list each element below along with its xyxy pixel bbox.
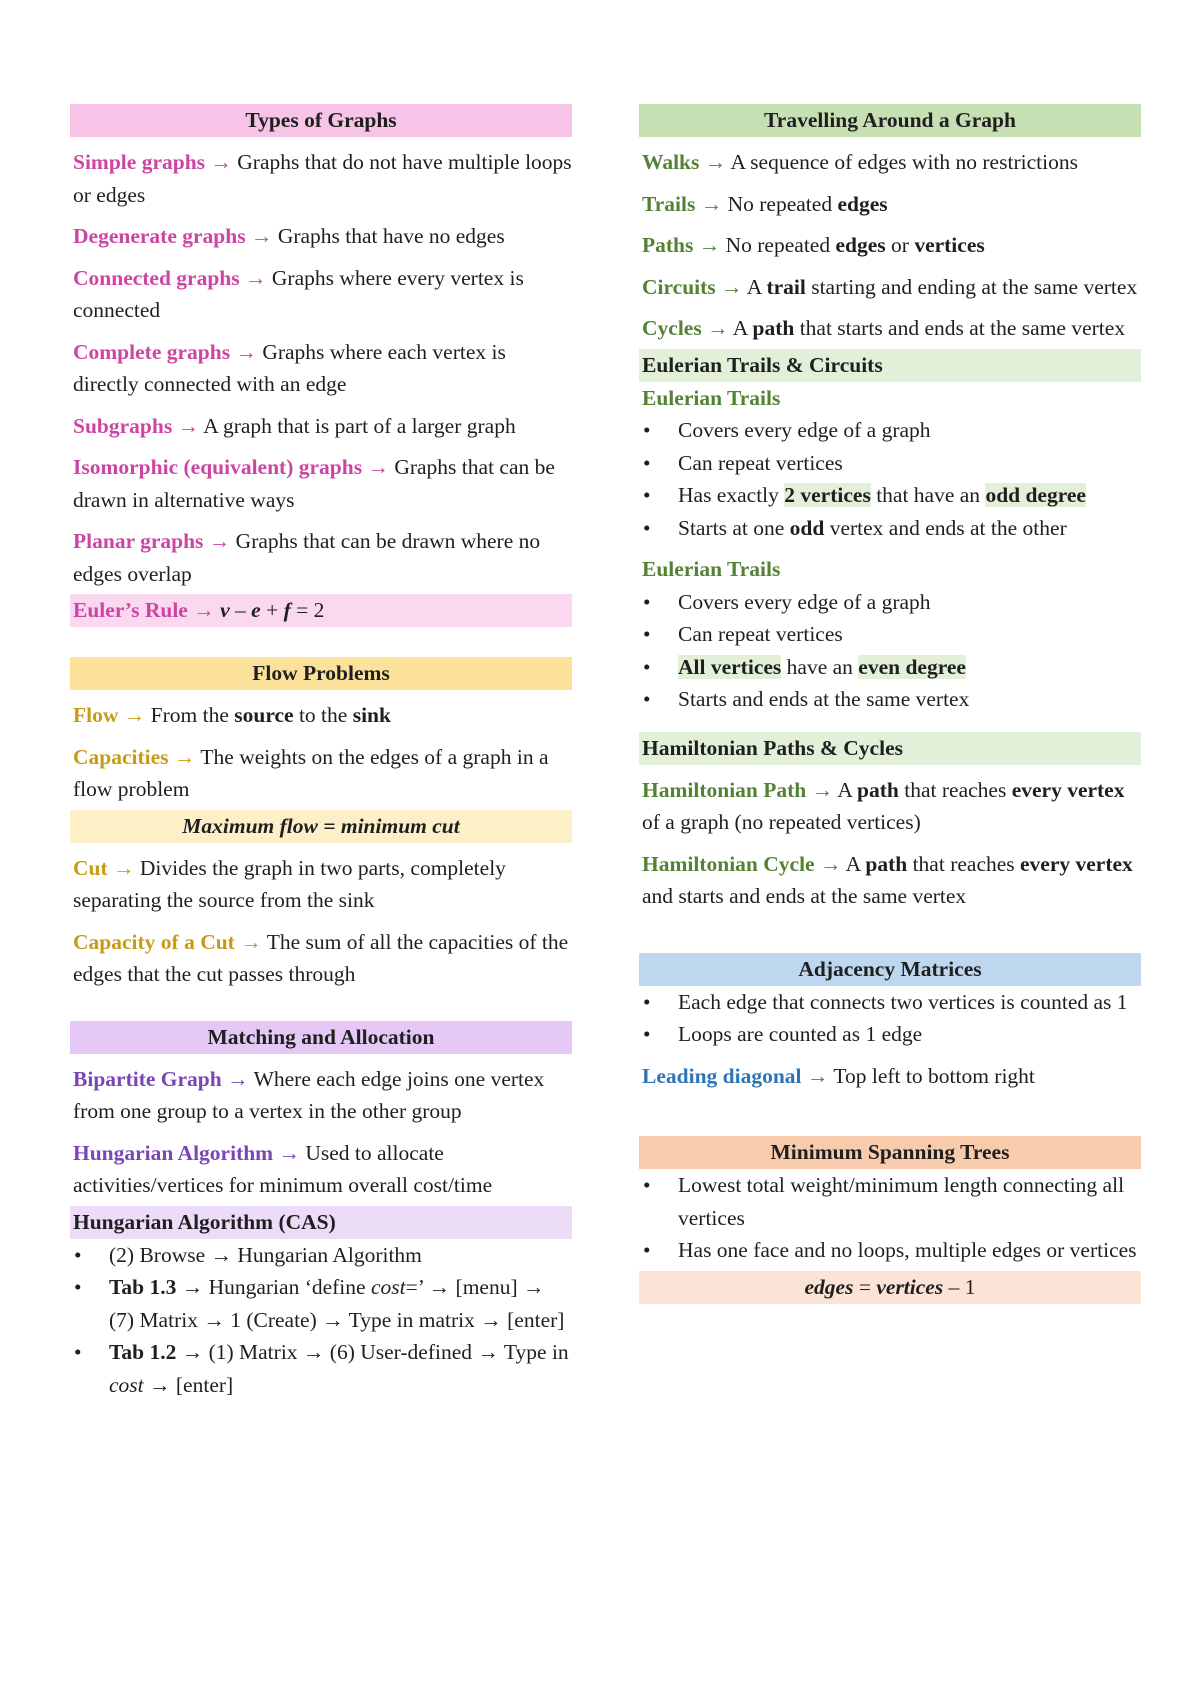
formula-equals: = — [853, 1274, 877, 1299]
right-column — [639, 104, 1141, 1304]
planar-graphs-def: Graphs that can be drawn where no edges overlap — [73, 529, 541, 586]
eulers-rule-term: Euler’s Rule → — [73, 598, 215, 622]
spacer — [639, 1092, 1141, 1136]
circuits-trail: trail — [766, 274, 806, 299]
list-item — [639, 1018, 1141, 1051]
planar-graphs-entry — [70, 525, 572, 590]
complete-graphs-entry — [70, 336, 572, 401]
ham-cyc-every: every vertex — [1020, 851, 1133, 876]
euler-v: v — [220, 598, 230, 622]
isomorphic-graphs-term: Isomorphic (equivalent) graphs → — [73, 455, 389, 479]
isomorphic-graphs-entry — [70, 451, 572, 516]
mst-list — [639, 1169, 1141, 1267]
ham-path-a: A — [833, 777, 858, 802]
cas-step-2-cost: cost — [370, 1275, 406, 1299]
cycles-text-b: that starts and ends at the same vertex — [794, 316, 1126, 340]
trails-term: Trails → — [642, 191, 723, 216]
formula-tail: – 1 — [943, 1274, 976, 1299]
eulerian-trails-list-2 — [639, 586, 1141, 716]
capacity-of-cut-entry — [70, 926, 572, 991]
cas-step-3-a: → (1) Matrix → (6) User-defined → Type in — [176, 1340, 569, 1364]
list-item — [639, 586, 1141, 619]
paths-entry — [639, 229, 1141, 262]
eulerian-1-bullet-4-b: vertex and ends at the other — [824, 515, 1067, 540]
euler-e: e — [251, 598, 261, 622]
degenerate-graphs-def: Graphs that have no edges — [272, 224, 505, 248]
list-item — [639, 651, 1141, 684]
eulerian-1-bullet-4-a: Starts at one — [678, 515, 790, 540]
eulers-rule-band — [70, 594, 572, 627]
spacer — [70, 991, 572, 1021]
walks-term: Walks → — [642, 150, 727, 174]
even-degree-highlight: even degree — [858, 654, 966, 679]
connected-graphs-def: Graphs where every vertex is connected — [73, 265, 524, 322]
ham-cyc-path: path — [865, 851, 908, 876]
bipartite-def: Where each edge joins one vertex from one group to a vertex in the other group — [73, 1066, 545, 1123]
cas-step-3-b: → [enter] — [143, 1372, 234, 1397]
paths-text: No repeated — [720, 233, 836, 257]
cas-step-1: (2) Browse → Hungarian Algorithm — [109, 1242, 422, 1267]
hamiltonian-cycle-term: Hamiltonian Cycle → — [642, 851, 842, 876]
types-of-graphs-header: Types of Graphs — [70, 104, 572, 137]
ham-cyc-a: A — [841, 851, 866, 876]
euler-minus: – — [229, 598, 252, 622]
eulerian-1-bullet-2: Can repeat vertices — [678, 450, 843, 475]
mst-formula-band — [639, 1271, 1141, 1304]
list-item — [639, 986, 1141, 1019]
flow-term: Flow → — [73, 703, 146, 727]
cut-def: Divides the graph in two parts, completely separating the source from the sink — [73, 855, 506, 912]
subgraphs-def: A graph that is part of a larger graph — [199, 413, 516, 438]
two-vertices-highlight: 2 vertices — [784, 483, 871, 507]
flow-sink: sink — [352, 703, 391, 727]
ham-cyc-b: that reaches — [907, 851, 1021, 876]
cas-step-2-tab: Tab 1.3 — [109, 1275, 177, 1299]
adjacency-bullet-1: Each edge that connects two vertices is counted as 1 — [678, 989, 1128, 1014]
eulerian-trails-list-1 — [639, 414, 1141, 544]
leading-diagonal-def: Top left to bottom right — [828, 1063, 1035, 1088]
paths-term: Paths → — [642, 233, 721, 257]
flow-entry — [70, 699, 572, 732]
trails-edges: edges — [837, 191, 888, 216]
list-item — [639, 479, 1141, 512]
eulerian-1-bullet-3-a: Has exactly — [678, 483, 785, 507]
mst-header: Minimum Spanning Trees — [639, 1136, 1141, 1169]
ham-path-path: path — [857, 777, 899, 802]
cycles-term: Cycles → — [642, 316, 729, 340]
cas-step-3-cost: cost — [109, 1372, 144, 1397]
eulerian-trails-title-1: Eulerian Trails — [642, 385, 781, 410]
planar-graphs-term: Planar graphs → — [73, 529, 231, 553]
walks-entry — [639, 146, 1141, 179]
trails-entry — [639, 188, 1141, 221]
hamiltonian-path-term: Hamiltonian Path → — [642, 777, 834, 802]
list-item — [639, 414, 1141, 447]
spacer — [639, 913, 1141, 953]
capacities-term: Capacities → — [73, 744, 196, 769]
circuits-entry — [639, 271, 1141, 304]
complete-graphs-term: Complete graphs → — [73, 339, 257, 364]
flow-text-a: From the — [145, 703, 235, 727]
ham-cyc-c: and starts and ends at the same vertex — [642, 884, 967, 908]
hungarian-cas-header: Hungarian Algorithm (CAS) — [70, 1206, 572, 1239]
hungarian-term: Hungarian Algorithm → — [73, 1140, 300, 1165]
circuits-text-a: A — [742, 274, 767, 299]
left-column — [70, 104, 572, 1401]
subgraphs-entry — [70, 410, 572, 443]
odd-degree-highlight: odd degree — [985, 483, 1086, 507]
subgraphs-term: Subgraphs → — [73, 413, 200, 438]
complete-graphs-def: Graphs where each vertex is directly connected with an edge — [73, 339, 506, 396]
bipartite-term: Bipartite Graph → — [73, 1066, 249, 1091]
eulerian-1-bullet-1: Covers every edge of a graph — [678, 418, 931, 442]
eulerian-2-bullet-4: Starts and ends at the same vertex — [678, 687, 970, 711]
adjacency-list — [639, 986, 1141, 1051]
hamiltonian-header: Hamiltonian Paths & Cycles — [639, 732, 1141, 765]
eulerian-2-bullet-2: Can repeat vertices — [678, 622, 843, 646]
walks-def: A sequence of edges with no restrictions — [726, 150, 1078, 174]
list-item — [70, 1336, 572, 1401]
circuits-text-b: starting and ending at the same vertex — [805, 274, 1138, 299]
capacity-of-cut-term: Capacity of a Cut → — [73, 929, 262, 954]
degenerate-graphs-term: Degenerate graphs → — [73, 224, 273, 248]
paths-edges: edges — [835, 233, 886, 257]
paths-or: or — [885, 233, 915, 257]
hungarian-def: Used to allocate activities/vertices for minimum overall cost/time — [73, 1140, 493, 1197]
circuits-term: Circuits → — [642, 274, 743, 299]
all-vertices-highlight: All vertices — [678, 654, 782, 679]
list-item — [639, 683, 1141, 716]
mst-bullet-1: Lowest total weight/minimum length connecting all vertices — [678, 1173, 1125, 1230]
degenerate-graphs-entry — [70, 220, 572, 253]
adjacency-bullet-2: Loops are counted as 1 edge — [678, 1022, 923, 1046]
capacity-of-cut-def: The sum of all the capacities of the edges that the cut passes through — [73, 929, 569, 986]
formula-vertices: vertices — [876, 1274, 944, 1299]
list-item — [639, 512, 1141, 545]
max-flow-min-cut-band: Maximum flow = minimum cut — [70, 810, 572, 843]
eulerian-trails-title-2: Eulerian Trails — [642, 557, 781, 581]
ham-path-c: of a graph (no repeated vertices) — [642, 810, 921, 834]
cut-entry — [70, 852, 572, 917]
connected-graphs-entry — [70, 262, 572, 327]
paths-vertices: vertices — [914, 233, 985, 257]
capacities-def: The weights on the edges of a graph in a flow problem — [73, 744, 549, 801]
cycles-text-a: A — [728, 316, 753, 340]
bipartite-entry — [70, 1063, 572, 1128]
hungarian-cas-list — [70, 1239, 572, 1402]
euler-f: f — [283, 598, 291, 622]
simple-graphs-def: Graphs that do not have multiple loops or edges — [73, 150, 572, 207]
hungarian-entry — [70, 1137, 572, 1202]
flow-source: source — [234, 703, 294, 727]
list-item — [639, 1234, 1141, 1267]
isomorphic-graphs-def: Graphs that can be drawn in alternative ways — [73, 455, 555, 512]
leading-diagonal-entry — [639, 1060, 1141, 1093]
cut-term: Cut → — [73, 855, 135, 880]
list-item — [70, 1239, 572, 1272]
eulerian-2-bullet-3-a: have an — [781, 654, 859, 679]
eulerian-1-bullet-3-b: that have an — [870, 483, 986, 507]
hamiltonian-cycle-entry — [639, 848, 1141, 913]
travelling-header: Travelling Around a Graph — [639, 104, 1141, 137]
list-item — [639, 447, 1141, 480]
matching-allocation-header: Matching and Allocation — [70, 1021, 572, 1054]
euler-plus: + — [260, 598, 284, 622]
ham-path-b: that reaches — [898, 777, 1012, 802]
simple-graphs-term: Simple graphs → — [73, 150, 232, 174]
ham-path-every: every vertex — [1011, 777, 1125, 802]
flow-text-b: to the — [293, 703, 353, 727]
formula-edges: edges — [804, 1274, 854, 1299]
list-item — [639, 618, 1141, 651]
spacer — [70, 627, 572, 657]
flow-problems-header: Flow Problems — [70, 657, 572, 690]
eulerian-header: Eulerian Trails & Circuits — [639, 349, 1141, 382]
mst-bullet-2: Has one face and no loops, multiple edges or vertices — [678, 1238, 1137, 1262]
cycles-path: path — [752, 316, 795, 340]
cas-step-2-a: → Hungarian ‘define — [176, 1275, 371, 1299]
list-item — [639, 1169, 1141, 1234]
trails-text: No repeated — [722, 191, 838, 216]
euler-equals: = 2 — [290, 598, 325, 622]
leading-diagonal-term: Leading diagonal → — [642, 1063, 829, 1088]
simple-graphs-entry — [70, 146, 572, 211]
list-item — [70, 1271, 572, 1336]
capacities-entry — [70, 741, 572, 806]
eulerian-2-bullet-1: Covers every edge of a graph — [678, 589, 931, 614]
adjacency-header: Adjacency Matrices — [639, 953, 1141, 986]
connected-graphs-term: Connected graphs → — [73, 265, 267, 290]
cycles-entry — [639, 312, 1141, 345]
hamiltonian-path-entry — [639, 774, 1141, 839]
eulerian-1-bullet-4-odd: odd — [789, 515, 825, 540]
cas-step-2-b: =’ → [menu] → (7) Matrix → 1 (Create) → Type in matrix → [enter] — [109, 1275, 565, 1332]
cas-step-3-tab: Tab 1.2 — [109, 1340, 177, 1364]
